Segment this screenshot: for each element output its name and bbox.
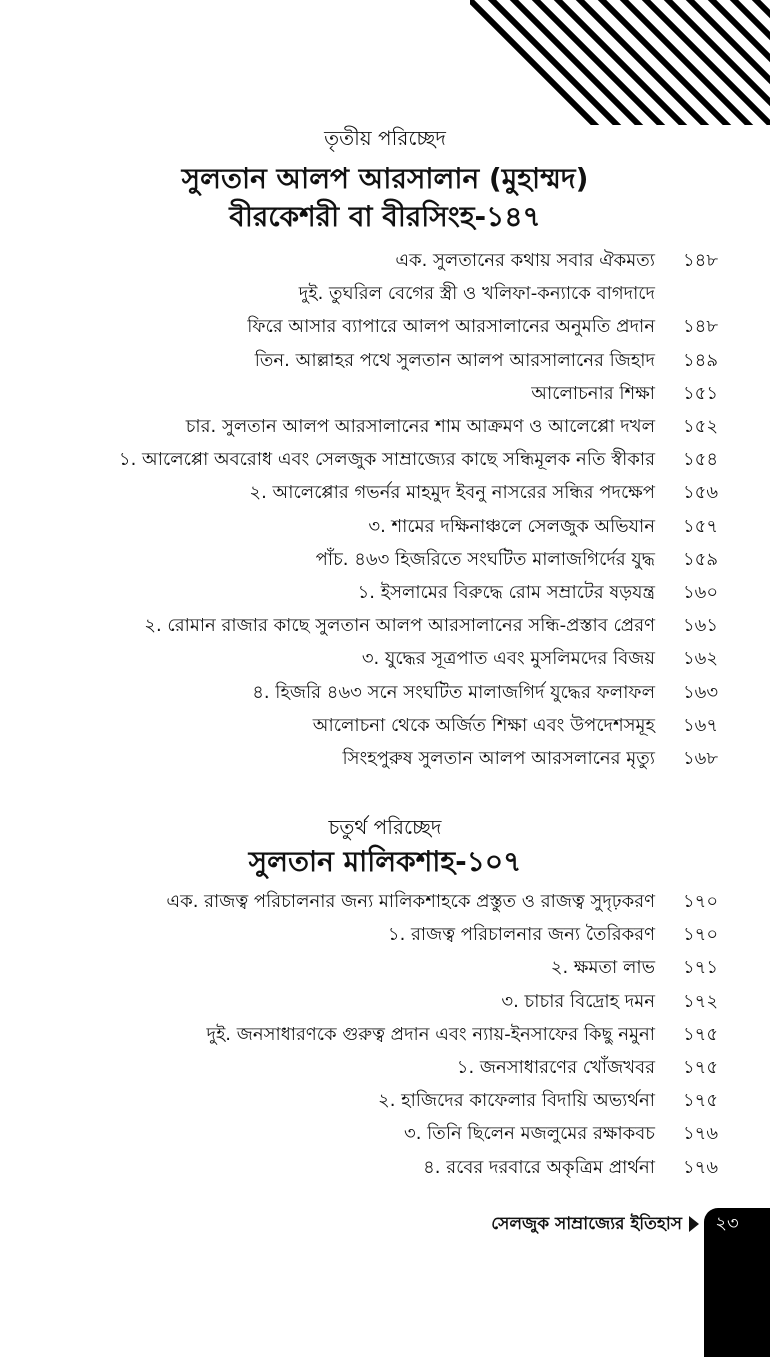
toc-entry[interactable] bbox=[0, 377, 770, 410]
toc-entry[interactable] bbox=[0, 609, 770, 642]
toc-entry-title: ৩. তিনি ছিলেন মজলুমের রক্ষাকবচ bbox=[404, 1123, 655, 1145]
toc-entry[interactable] bbox=[0, 1084, 770, 1117]
toc-entry-title: এক. সুলতানের কথায় সবার ঐকমত্য bbox=[395, 250, 655, 271]
toc-entry[interactable] bbox=[0, 510, 770, 543]
toc-entry-page: ১৬০ bbox=[683, 582, 719, 603]
toc-entry[interactable] bbox=[0, 410, 770, 443]
toc-entry-title: ২. রোমান রাজার কাছে সুলতান আলপ আরসালানের সন্ধি-প্রস্তাব প্রেরণ bbox=[144, 615, 655, 637]
toc-entry[interactable] bbox=[0, 709, 770, 742]
toc-entry-page: ১৭৬ bbox=[683, 1156, 719, 1178]
toc-entry-title: দুই. তুঘরিল বেগের স্ত্রী ও খলিফা-কন্যাকে বাগদাদে bbox=[298, 283, 655, 305]
toc-entry-page: ১৭৫ bbox=[683, 1090, 719, 1112]
chapter4-title: সুলতান মালিকশাহ-১০৭ bbox=[248, 845, 522, 878]
toc-entry[interactable] bbox=[0, 885, 770, 918]
toc-entry[interactable] bbox=[0, 576, 770, 609]
toc-entry[interactable] bbox=[0, 476, 770, 509]
toc-entry[interactable] bbox=[0, 676, 770, 709]
chapter3-title-line1: সুলতান আলপ আরসালান (মুহাম্মদ) bbox=[181, 162, 589, 195]
toc-entry-page: ১৪৯ bbox=[683, 349, 719, 371]
toc-entry-page: ১৫৯ bbox=[683, 548, 719, 570]
toc-entry-title: দুই. জনসাধারণকে গুরুত্ব প্রদান এবং ন্যায়-ইনসাফের কিছু নমুনা bbox=[206, 1023, 655, 1045]
toc-entry-title: এক. রাজত্ব পরিচালনার জন্য মালিকশাহকে প্রস্তুত ও রাজত্ব সুদৃঢ়করণ bbox=[166, 891, 655, 912]
chapter3-title-line2: বীরকেশরী বা বীরসিংহ-১৪৭ bbox=[229, 200, 541, 233]
toc-entry-page: ১৭১ bbox=[683, 957, 719, 979]
toc-entry-page: ১৬৮ bbox=[683, 748, 719, 769]
toc-entry[interactable] bbox=[0, 1018, 770, 1051]
toc-entry-title: ৩. যুদ্ধের সূত্রপাত এবং মুসলিমদের বিজয় bbox=[361, 648, 655, 670]
toc-entry-page: ১৭২ bbox=[683, 990, 719, 1012]
toc-entry-page: ১৭৫ bbox=[683, 1023, 719, 1045]
toc-entry[interactable] bbox=[0, 951, 770, 984]
triangle-right-icon bbox=[689, 1216, 699, 1232]
toc-entry[interactable] bbox=[0, 918, 770, 951]
toc-entry-title: ১. ইসলামের বিরুদ্ধে রোম সম্রাটের ষড়যন্ত্র bbox=[357, 582, 655, 603]
toc-entry-title: চার. সুলতান আলপ আরসালানের শাম আক্রমণ ও আলেপ্পো দখল bbox=[185, 416, 655, 437]
toc-entry-title: তিন. আল্লাহর পথে সুলতান আলপ আরসালানের জিহাদ bbox=[254, 349, 655, 371]
toc-entry-page: ১৫৬ bbox=[683, 482, 719, 504]
toc-entry[interactable] bbox=[0, 543, 770, 576]
toc-entry-title: ২. আলেপ্পোর গভর্নর মাহমুদ ইবনু নাসরের সন্ধির পদক্ষেপ bbox=[249, 482, 655, 504]
toc-entry[interactable] bbox=[0, 244, 770, 277]
toc-entry-page: ১৪৮ bbox=[683, 250, 719, 271]
toc-entry-title: ৪. হিজরি ৪৬৩ সনে সংঘটিত মালাজগির্দ যুদ্ধের ফলাফল bbox=[252, 681, 655, 703]
toc-entry-title: ১. জনসাধারণের খোঁজখবর bbox=[456, 1057, 655, 1078]
toc-entry[interactable] bbox=[0, 1051, 770, 1084]
toc-entry-page: ১৭৫ bbox=[683, 1057, 719, 1078]
toc-entry[interactable] bbox=[0, 344, 770, 377]
page-number-tab bbox=[704, 1208, 770, 1357]
toc-entry-page: ১৫৪ bbox=[683, 449, 719, 471]
toc-entry[interactable] bbox=[0, 1117, 770, 1150]
toc-entry[interactable] bbox=[0, 742, 770, 775]
toc-entry-title: আলোচনা থেকে অর্জিত শিক্ষা এবং উপদেশসমূহ bbox=[312, 714, 655, 736]
toc-entry-title: ১. রাজত্ব পরিচালনার জন্য তৈরিকরণ bbox=[387, 924, 655, 946]
toc-entry-title: ফিরে আসার ব্যাপারে আলপ আরসালানের অনুমতি প্রদান bbox=[247, 316, 655, 338]
toc-entry-title: ২. হাজিদের কাফেলার বিদায়ি অভ্যর্থনা bbox=[377, 1090, 655, 1112]
toc-entry[interactable] bbox=[0, 985, 770, 1018]
toc-entry-page: ১৬৩ bbox=[683, 681, 719, 703]
footer-book-title: সেলজুক সাম্রাজ্যের ইতিহাস bbox=[491, 1214, 682, 1234]
toc-entry[interactable] bbox=[0, 1151, 770, 1184]
toc-entry-title: ৪. রবের দরবারে অকৃত্রিম প্রার্থনা bbox=[423, 1156, 655, 1178]
chapter4-label: চতুর্থ পরিচ্ছেদ bbox=[328, 815, 442, 839]
page-number: ২৩ bbox=[715, 1213, 739, 1234]
toc-entry[interactable] bbox=[0, 443, 770, 476]
toc-entry-title: ৩. চাচার বিদ্রোহ দমন bbox=[501, 990, 655, 1012]
toc-entry-page: ১৬২ bbox=[683, 648, 719, 670]
chapter3-label: তৃতীয় পরিচ্ছেদ bbox=[324, 126, 446, 150]
toc-entry[interactable] bbox=[0, 277, 770, 310]
toc-entry-page: ১৭৬ bbox=[683, 1123, 719, 1145]
toc-entry-title: পাঁচ. ৪৬৩ হিজরিতে সংঘটিত মালাজগির্দের যুদ্ধ bbox=[315, 548, 655, 570]
toc-entry-title: ১. আলেপ্পো অবরোধ এবং সেলজুক সাম্রাজ্যের কাছে সন্ধিমূলক নতি স্বীকার bbox=[118, 449, 655, 471]
toc-entry-title: ৩. শামের দক্ষিনাঞ্চলে সেলজুক অভিযান bbox=[368, 515, 655, 537]
toc-entry-page: ১৫২ bbox=[683, 416, 719, 437]
diagonal-stripes-decoration bbox=[470, 0, 770, 125]
toc-entry-page: ১৭০ bbox=[683, 891, 719, 912]
toc-entry-page: ১৬১ bbox=[683, 615, 719, 637]
toc-entry-page: ১৫১ bbox=[683, 382, 719, 404]
toc-entry-title: আলোচনার শিক্ষা bbox=[531, 382, 655, 404]
toc-entry-title: সিংহপুরুষ সুলতান আলপ আরসলানের মৃত্যু bbox=[342, 748, 655, 769]
toc-entry-page: ১৭০ bbox=[683, 924, 719, 946]
toc-entry-page: ১৫৭ bbox=[683, 515, 719, 537]
toc-entry-title: ২. ক্ষমতা লাভ bbox=[550, 957, 655, 979]
toc-entry[interactable] bbox=[0, 642, 770, 675]
toc-entry-page: ১৬৭ bbox=[683, 714, 719, 736]
toc-entry-page: ১৪৮ bbox=[683, 316, 719, 338]
toc-entry[interactable] bbox=[0, 310, 770, 343]
